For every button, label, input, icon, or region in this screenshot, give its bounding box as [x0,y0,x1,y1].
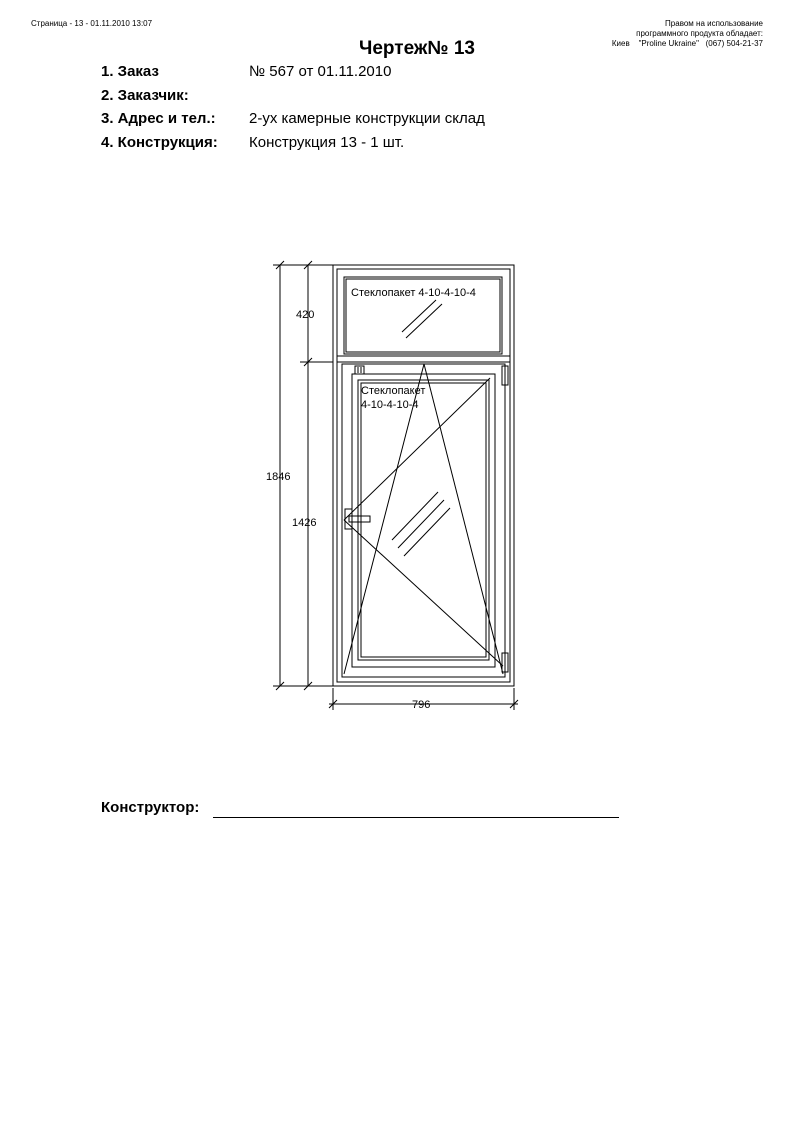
construction-value: Конструкция 13 - 1 шт. [249,133,405,151]
dim-420-label: 420 [296,309,315,321]
page-number-line: Страница - 13 - 01.11.2010 13:07 [31,19,153,28]
dimension-sash-height [292,362,316,690]
dim-1426-label: 1426 [292,517,317,529]
dimension-transom-height [296,261,333,366]
page-title: Чертеж№ 13 [359,38,475,59]
customer-label: 2. Заказчик: [101,86,189,104]
sash-glass-label-1: Стеклопакет [361,385,426,397]
transom-panel [337,277,510,362]
dim-796-label: 796 [412,699,431,711]
dim-1846-label: 1846 [266,471,291,483]
order-value: № 567 от 01.11.2010 [249,63,392,80]
construction-label: 4. Конструкция: [101,133,218,151]
dimension-total-height [266,261,333,690]
window-frame [333,265,514,686]
sash-panel [342,364,508,677]
address-label: 3. Адрес и тел.: [101,110,216,127]
dimension-width [329,688,518,711]
sash-glass-label-2: 4-10-4-10-4 [361,399,419,411]
order-label: 1. Заказ [101,63,159,80]
rights-line-1: Правом на использование [665,19,763,28]
constructor-label: Конструктор: [101,799,200,816]
address-value: 2-ух камерные конструкции склад [249,110,485,127]
transom-glass-label: Стеклопакет 4-10-4-10-4 [351,287,476,299]
rights-line-2: программного продукта обладает: [636,29,763,38]
rights-line-3: Киев "Proline Ukraine" (067) 504-21-37 [611,39,763,48]
signature-line[interactable] [213,817,619,818]
